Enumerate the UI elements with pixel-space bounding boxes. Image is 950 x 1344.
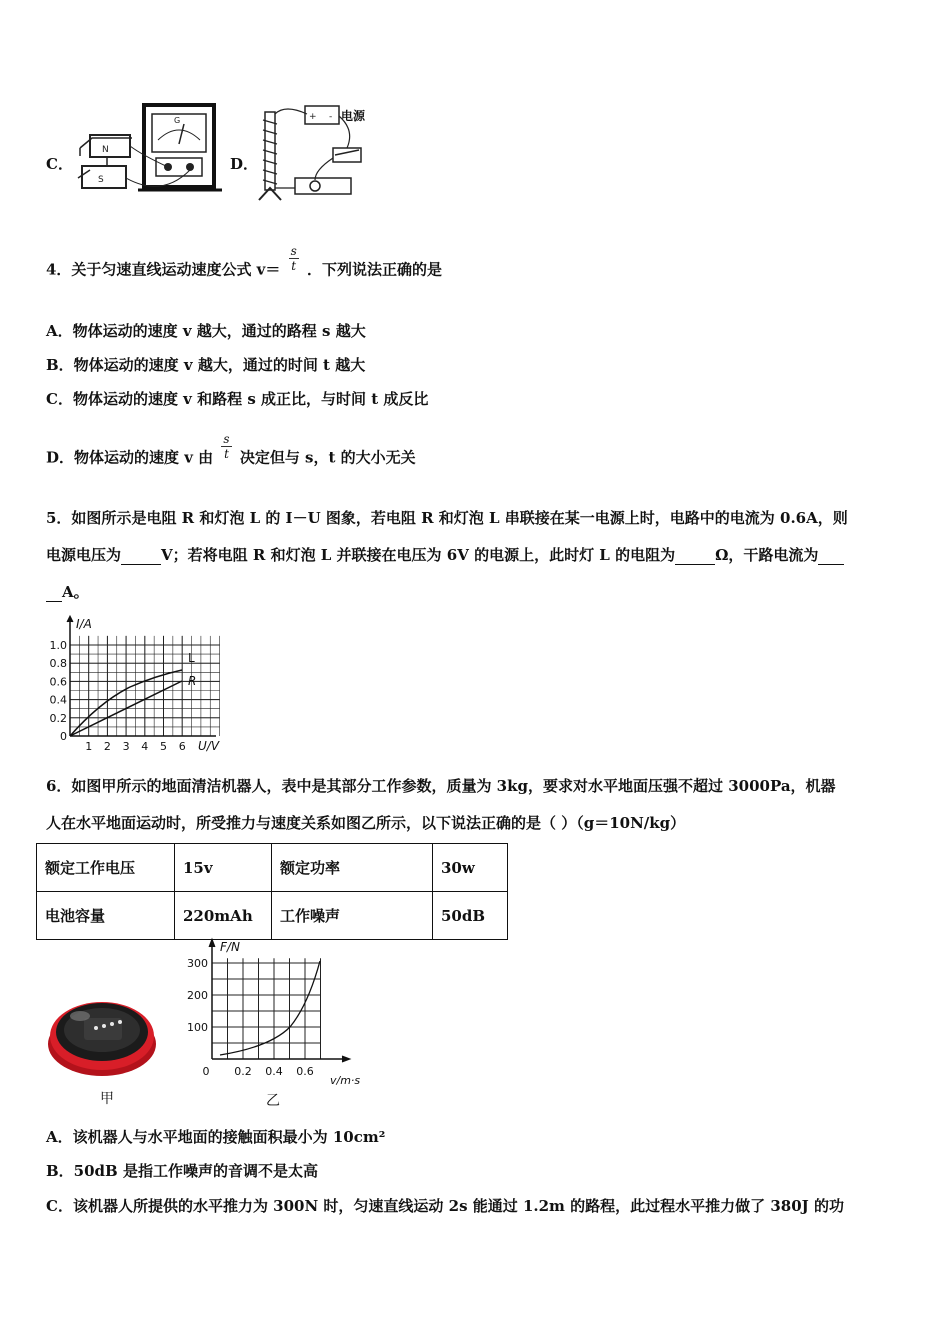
q6-force-velocity-graph	[180, 935, 370, 1090]
q5-line2-part-a: 电源电压为	[46, 546, 122, 564]
y-tick-label: 1.0	[49, 639, 67, 652]
x-tick-label: 0	[202, 1065, 210, 1078]
q6-option-b: B．50dB 是指工作噪声的音调不是太高	[46, 1162, 318, 1180]
y-tick-label: 0.2	[49, 711, 67, 725]
q3-option-c-label: C．	[46, 155, 73, 173]
q5-stem-line2	[46, 544, 844, 565]
q4-option-c: C．物体运动的速度 v 和路程 s 成正比，与时间 t 成反比	[46, 390, 429, 408]
q6-stem-line2: 人在水平地面运动时，所受推力与速度关系如图乙所示，以下说法正确的是（ ）（g＝10N/kg）	[46, 814, 686, 832]
x-tick-label: 2	[103, 740, 111, 753]
x-tick-label: 6	[178, 740, 186, 753]
q6-stem-line1: 6．如图甲所示的地面清洁机器人，表中是其部分工作参数，质量为 3kg，要求对水平地面压强不超过 3000Pa，机器	[46, 777, 836, 795]
q4-option-a: A．物体运动的速度 v 越大，通过的路程 s 越大	[46, 322, 366, 340]
q5-line2-part-c: Ω，干路电流为	[715, 546, 819, 564]
q6-option-a: A．该机器人与水平地面的接触面积最小为 10cm²	[46, 1128, 386, 1146]
q4-formula	[289, 244, 299, 273]
y-tick-label: 100	[187, 1021, 208, 1034]
svg-text:N: N	[102, 145, 109, 155]
q6-x-axis-label: v/m·s	[330, 1074, 361, 1087]
q5-stem-line1: 5．如图所示是电阻 R 和灯泡 L 的 I－U 图象，若电阻 R 和灯泡 L 串联接在某一电源上时，电路中的电流为 0.6A，则	[46, 509, 848, 527]
q4-option-d-denominator: t	[224, 447, 229, 461]
q5-y-axis-label: I/A	[76, 617, 92, 631]
table-cell: 工作噪声	[272, 892, 433, 940]
q5-blank-current-start[interactable]	[818, 546, 844, 565]
q4-formula-denominator: t	[291, 259, 297, 273]
svg-text:G: G	[174, 116, 181, 125]
q5-line3-suffix: A。	[62, 583, 89, 601]
q5-stem-line3	[46, 581, 89, 602]
q4-option-d-formula	[221, 432, 231, 461]
table-cell: 220mAh	[175, 892, 272, 940]
q4-option-d-suffix: 决定但与 s，t 的大小无关	[239, 448, 416, 467]
table-cell: 50dB	[433, 892, 508, 940]
q6-option-c: C．该机器人所提供的水平推力为 300N 时，匀速直线运动 2s 能通过 1.2m 的路程，此过程水平推力做了 380J 的功	[46, 1197, 844, 1215]
x-tick-label: 0.6	[296, 1065, 314, 1078]
q4-stem	[46, 244, 443, 285]
figure-yi-caption: 乙	[266, 1093, 280, 1109]
y-tick-label: 0.4	[49, 693, 67, 707]
galvanometer-figure	[72, 100, 222, 195]
q6-parameter-table	[36, 843, 508, 940]
q4-stem-prefix: 4．关于匀速直线运动速度公式 v＝	[46, 260, 281, 279]
y-tick-label: 0	[60, 730, 67, 743]
table-cell: 额定功率	[272, 844, 433, 892]
electromagnet-figure	[255, 100, 375, 208]
figure-jia-caption: 甲	[100, 1091, 114, 1107]
q5-curve-l-label: L	[188, 651, 195, 665]
power-supply-label: 电源	[341, 109, 366, 123]
q5-x-axis-label: U/V	[198, 739, 220, 753]
q5-line2-part-b: V；若将电阻 R 和灯泡 L 并联接在电压为 6V 的电源上，此时灯 L 的电阻为	[161, 546, 676, 564]
x-tick-label: 3	[122, 740, 130, 753]
x-tick-label: 0.4	[265, 1065, 283, 1078]
q5-line-r-label: R	[188, 674, 197, 688]
q4-option-d	[46, 432, 416, 473]
q6-y-axis-label: F/N	[220, 940, 240, 954]
table-row	[37, 844, 508, 892]
table-cell: 额定工作电压	[37, 844, 175, 892]
svg-text:S: S	[98, 175, 104, 185]
table-cell: 30w	[433, 844, 508, 892]
x-tick-label: 0.2	[234, 1065, 252, 1078]
table-cell: 电池容量	[37, 892, 175, 940]
y-tick-label: 200	[187, 989, 208, 1002]
q4-option-d-numerator: s	[223, 432, 230, 446]
q4-stem-suffix: ．下列说法正确的是	[307, 260, 443, 279]
x-tick-label: 4	[141, 740, 149, 753]
q5-blank-resistance[interactable]	[675, 546, 715, 565]
q5-blank-current-end[interactable]	[46, 583, 62, 602]
q4-formula-numerator: s	[290, 244, 297, 258]
table-row	[37, 892, 508, 940]
x-tick-label: 1	[85, 740, 93, 753]
svg-text:-: -	[329, 112, 333, 122]
x-tick-label: 5	[160, 740, 167, 753]
table-cell: 15v	[175, 844, 272, 892]
y-tick-label: 0.8	[49, 657, 67, 671]
q3-option-d-label: D．	[230, 155, 259, 173]
q5-blank-voltage[interactable]	[121, 546, 161, 565]
q4-option-d-prefix: D．物体运动的速度 v 由	[46, 448, 214, 467]
robot-vacuum-image	[44, 990, 162, 1082]
q4-option-b: B．物体运动的速度 v 越大，通过的时间 t 越大	[46, 356, 366, 374]
y-tick-label: 0.6	[49, 675, 67, 689]
q5-iu-graph	[40, 612, 230, 754]
svg-text:+: +	[309, 112, 317, 122]
y-tick-label: 300	[187, 957, 208, 970]
